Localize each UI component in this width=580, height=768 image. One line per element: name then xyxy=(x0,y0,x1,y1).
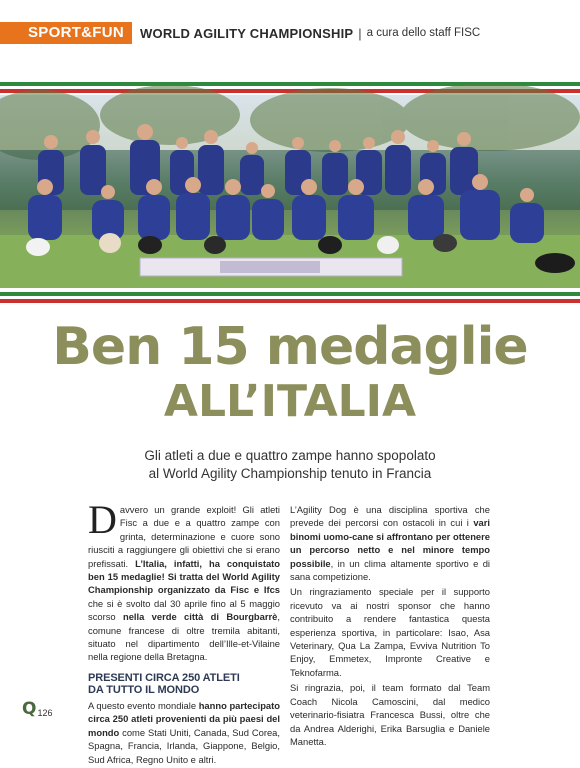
paragraph-thanks: Si ringrazia, poi, il team formato dal Team Coach Nicola Camoscini, dal medico veterinario-fisiatra Francesca Bussi, oltre che da Andrea Alderighi, Erika Barsuglia e Daniele Manetta. xyxy=(290,682,490,747)
page-number: 126 xyxy=(37,708,53,718)
article-column-right xyxy=(290,503,490,750)
headline-line-1: Ben 15 medaglie xyxy=(52,317,528,377)
page-footer xyxy=(22,701,52,718)
page-header xyxy=(0,22,580,44)
header-title: WORLD AGILITY CHAMPIONSHIP xyxy=(140,25,354,41)
paragraph-discipline: L’Agility Dog è una disciplina sportiva che prevede dei percorsi con ostacoli in cui i vari binomi uomo-cane si affrontano per ottenere un percorso netto e nel minore tempo possibile, in un clima altamente sportivo e di sana competizione. xyxy=(290,504,490,583)
paragraph-intro: Davvero un grande exploit! Gli atleti Fisc a due e a quattro zampe con grinta, determinazione e cuore sono riusciti a raggiungere gli obiettivi che si erano prefissati. L’Italia, infatti, ha conquistato ben 15 medaglie! Si tratta del World Agility Championship organizzato da Fisc e Ifcs che si è svolto dal 30 aprile fino al 5 maggio scorso nella verde città di Bourgbarrè, comune francese di oltre tremila abitanti, situato nel dipartimento dell’Ille-et-Vilaine nella regione della Bretagna. xyxy=(88,497,281,663)
subheadline-line-1: Gli atleti a due e quattro zampe hanno spopolato xyxy=(144,448,436,463)
headline-line-2: ALL’ITALIA xyxy=(163,376,417,427)
team-group-photo xyxy=(0,95,580,288)
subheadline-line-2: al World Agility Championship tenuto in Francia xyxy=(148,466,432,481)
header-subtitle: a cura dello staff FISC xyxy=(366,27,481,39)
article-column-left xyxy=(88,497,281,768)
flag-stripes-bottom xyxy=(0,292,580,303)
paragraph-participants: A questo evento mondiale hanno partecipato circa 250 atleti provenienti da più paesi del mondo come Stati Uniti, Canada, Sud Corea, Spagna, Francia, Irlanda, Giappone, Belgio, Sud Africa, Regno Unito e altri. xyxy=(88,699,280,765)
header-separator: | xyxy=(358,25,362,41)
paragraph-sponsors: Un ringraziamento speciale per il supporto ricevuto va ai nostri sponsor che hanno contribuito a rendere fantastica questa esperienza sportiva, in particolare: Isao, Asa Veterinary, Qua La Zampa, Evviva Nutrition To Enjoy, Emmetex, Impronte Creative e Teknofarma. xyxy=(290,586,490,678)
section-tag: SPORT&FUN xyxy=(0,22,132,44)
headline xyxy=(0,317,580,427)
magazine-logo: Q xyxy=(22,699,37,719)
subheadline xyxy=(0,447,580,483)
drop-cap: D xyxy=(88,497,117,542)
article-subheading: PRESENTI CIRCA 250 ATLETI DA TUTTO IL MONDO xyxy=(88,671,240,696)
